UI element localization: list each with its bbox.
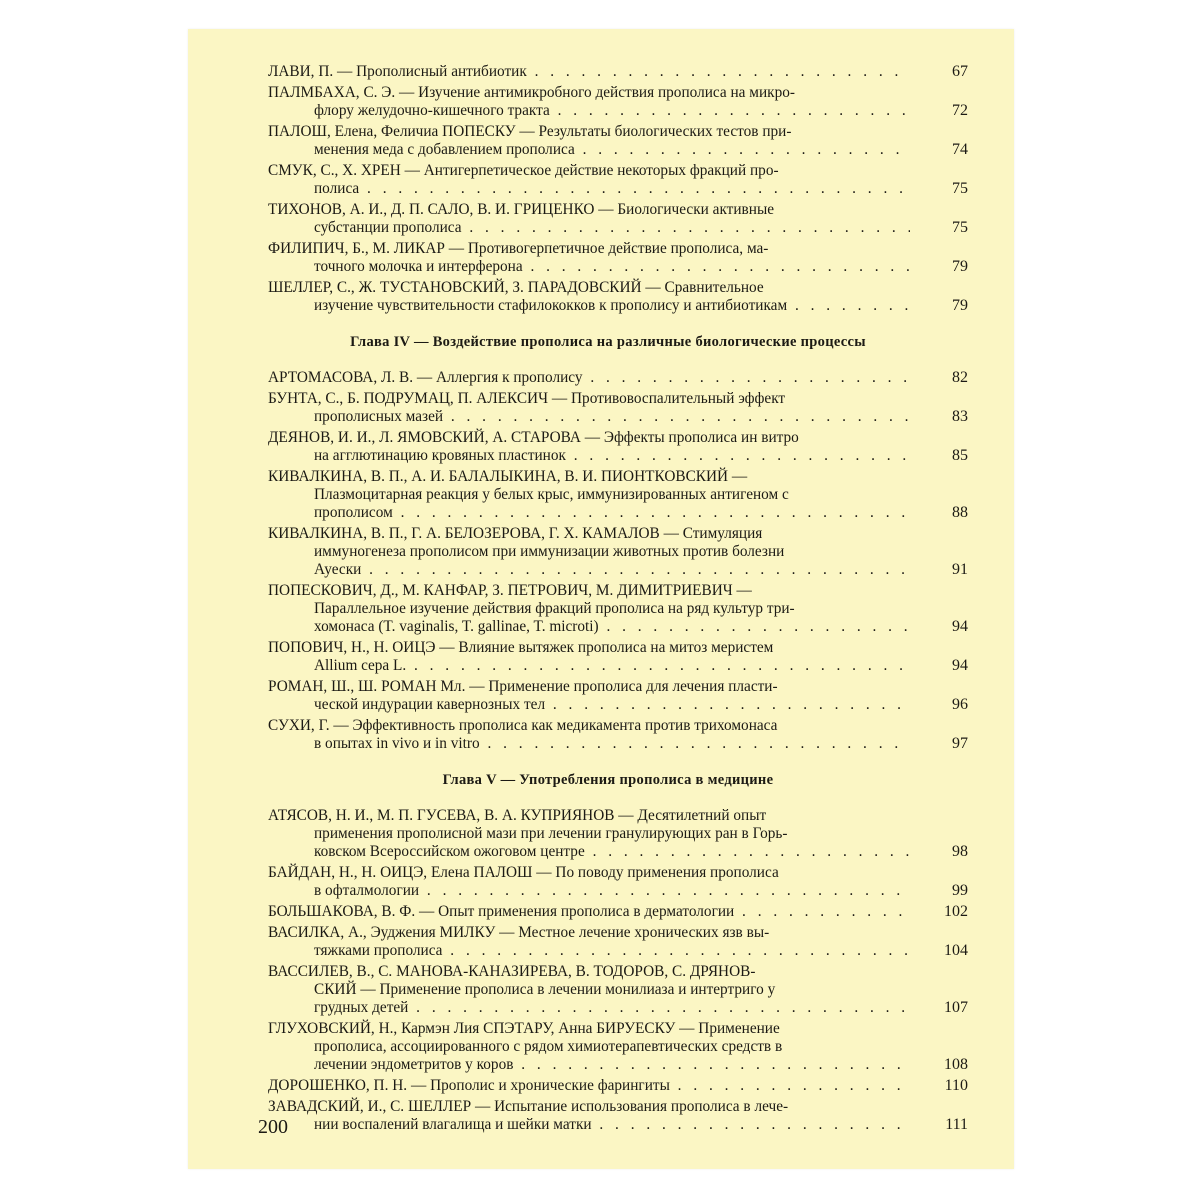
chapter-heading: Глава V — Употребления прополиса в медицине (442, 772, 774, 788)
entry-page-number: 108 (944, 1056, 968, 1073)
entry-page-number: 79 (952, 297, 968, 314)
toc-entry (268, 468, 968, 522)
entry-page-number: 82 (952, 369, 968, 386)
toc-entry (268, 429, 968, 465)
entry-continuation-line: Плазмоцитарная реакция у белых крыс, иммунизированных антигеном с (314, 486, 789, 503)
entry-title-line: ПОПОВИЧ, Н., Н. ОИЦЭ — Влияние вытяжек прополиса на митоз меристем (268, 639, 774, 656)
table-of-contents (268, 63, 968, 1137)
toc-entry (268, 582, 968, 636)
toc-entry (268, 639, 968, 675)
entry-continuation-line: Параллельное изучение действия фракций прополиса на ряд культур три- (314, 600, 795, 617)
entry-page-number: 91 (952, 561, 968, 578)
entry-title-line: КИВАЛКИНА, В. П., Г. А. БЕЛОЗЕРОВА, Г. Х. КАМАЛОВ — Стимуляция (268, 525, 763, 542)
entry-title-line: ЗАВАДСКИЙ, И., С. ШЕЛЛЕР — Испытание использования прополиса в лече- (268, 1098, 789, 1115)
toc-entry (268, 123, 968, 159)
entry-title-line: СУХИ, Г. — Эффективность прополиса как медикамента против трихомонаса (268, 717, 778, 734)
book-page (188, 29, 1014, 1169)
toc-entry (268, 63, 968, 81)
toc-entry (268, 84, 968, 120)
entry-continuation-line: применения прополисной мази при лечении гранулирующих ран в Горь- (314, 825, 788, 842)
entry-continuation-line: субстанции прополиса . . . (268, 219, 910, 237)
entry-title-line: ПАЛМБАХА, С. Э. — Изучение антимикробного действия прополиса на микро- (268, 84, 795, 101)
entry-title-line: ВАСИЛКА, А., Эуджения МИЛКУ — Местное лечение хронических язв вы- (268, 924, 770, 941)
entry-page-number: 75 (952, 219, 968, 236)
entry-continuation-line: прополисом . . . (268, 504, 910, 522)
entry-title-line: ПОПЕСКОВИЧ, Д., М. КАНФАР, З. ПЕТРОВИЧ, М. ДИМИТРИЕВИЧ — (268, 582, 752, 599)
page-number: 200 (258, 1116, 288, 1138)
entry-title-line: ГЛУХОВСКИЙ, Н., Кармэн Лия СПЭТАРУ, Анна БИРУЕСКУ — Применение (268, 1020, 780, 1037)
entry-title-line: РОМАН, Ш., Ш. РОМАН Мл. — Применение прополиса для лечения пласти- (268, 678, 778, 695)
entry-continuation-line: полиса . . . (268, 180, 910, 198)
toc-entry (268, 1077, 968, 1095)
entry-continuation-line: Ауески . . . (268, 561, 910, 579)
entry-title-line: ВАССИЛЕВ, В., С. МАНОВА-КАНАЗИРЕВА, В. ТОДОРОВ, С. ДРЯНОВ- (268, 963, 756, 980)
toc-entry (268, 279, 968, 315)
entry-title-line: БУНТА, С., Б. ПОДРУМАЦ, П. АЛЕКСИЧ — Противовоспалительный эффект (268, 390, 786, 407)
entry-page-number: 79 (952, 258, 968, 275)
entry-continuation-line: нии воспалений влагалища и шейки матки . . . (268, 1116, 910, 1134)
entry-continuation-line: ковском Всероссийском ожоговом центре . . . (268, 843, 910, 861)
entry-title-line: КИВАЛКИНА, В. П., А. И. БАЛАЛЫКИНА, В. И. ПИОНТКОВСКИЙ — (268, 468, 748, 485)
entry-title-line: ФИЛИПИЧ, Б., М. ЛИКАР — Противогерпетичное действие прополиса, ма- (268, 240, 769, 257)
entry-title-line: ПАЛОШ, Елена, Феличиа ПОПЕСКУ — Результаты биологических тестов при- (268, 123, 792, 140)
entry-continuation-line: менения меда с добавлением прополиса . . . (268, 141, 910, 159)
entry-title-line: ТИХОНОВ, А. И., Д. П. САЛО, В. И. ГРИЦЕНКО — Биологически активные (268, 201, 775, 218)
entry-title-line: ЛАВИ, П. — Прополисный антибиотик . . . (268, 63, 910, 81)
entry-page-number: 96 (952, 696, 968, 713)
toc-entry (268, 807, 968, 861)
toc-entry (268, 903, 968, 921)
entry-continuation-line: хомонаса (T. vaginalis, T. gallinae, T. microti) . . . (268, 618, 910, 636)
entry-continuation-line: Allium cepa L. . . . (268, 657, 910, 675)
toc-entry (268, 390, 968, 426)
toc-entry (268, 1098, 968, 1134)
entry-page-number: 110 (944, 1077, 968, 1094)
toc-entry (268, 963, 968, 1017)
entry-page-number: 99 (952, 882, 968, 899)
entry-title-line: ДЕЯНОВ, И. И., Л. ЯМОВСКИЙ, А. СТАРОВА — Эффекты прополиса ин витро (268, 429, 799, 446)
entry-page-number: 83 (952, 408, 968, 425)
entry-title-line: СМУК, С., Х. ХРЕН — Антигерпетическое действие некоторых фракций про- (268, 162, 779, 179)
toc-entry (268, 240, 968, 276)
entry-continuation-line: точного молочка и интерферона . . . (268, 258, 910, 276)
entry-page-number: 97 (952, 735, 968, 752)
entry-page-number: 88 (952, 504, 968, 521)
toc-entry (268, 678, 968, 714)
entry-continuation-line: изучение чувствительности стафилококков к прополису и антибиотикам . . . (268, 297, 910, 315)
entry-page-number: 111 (945, 1116, 968, 1133)
entry-page-number: 104 (944, 942, 968, 959)
toc-entry (268, 369, 968, 387)
entry-continuation-line: ческой индурации кавернозных тел . . . (268, 696, 910, 714)
chapter-heading: Глава IV — Воздействие прополиса на различные биологические процессы (350, 334, 866, 350)
entry-title-line: ШЕЛЛЕР, С., Ж. ТУСТАНОВСКИЙ, З. ПАРАДОВСКИЙ — Сравнительное (268, 279, 764, 296)
entry-continuation-line: лечении эндометритов у коров . . . (268, 1056, 910, 1074)
entry-page-number: 74 (952, 141, 968, 158)
entry-page-number: 72 (952, 102, 968, 119)
entry-continuation-line: прополисных мазей . . . (268, 408, 910, 426)
entry-continuation-line: на агглютинацию кровяных пластинок . . . (268, 447, 910, 465)
toc-entry (268, 162, 968, 198)
entry-title-line: БОЛЬШАКОВА, В. Ф. — Опыт применения прополиса в дерматологии . . . (268, 903, 910, 921)
entry-title-line: АРТОМАСОВА, Л. В. — Аллергия к прополису . . . (268, 369, 910, 387)
entry-title-line: ДОРОШЕНКО, П. Н. — Прополис и хронические фарингиты . . . (268, 1077, 910, 1095)
entry-continuation-line: в опытах in vivo и in vitro . . . (268, 735, 910, 753)
toc-entry (268, 864, 968, 900)
entry-title-line: АТЯСОВ, Н. И., М. П. ГУСЕВА, В. А. КУПРИЯНОВ — Десятилетний опыт (268, 807, 767, 824)
entry-continuation-line: иммуногенеза прополисом при иммунизации животных против болезни (314, 543, 785, 560)
toc-entry (268, 924, 968, 960)
entry-page-number: 107 (944, 999, 968, 1016)
entry-continuation-line: тяжками прополиса . . . (268, 942, 910, 960)
entry-page-number: 98 (952, 843, 968, 860)
toc-entry (268, 1020, 968, 1074)
entry-page-number: 67 (952, 63, 968, 80)
entry-continuation-line: грудных детей . . . (268, 999, 910, 1017)
toc-entry (268, 717, 968, 753)
entry-page-number: 94 (952, 618, 968, 635)
entry-page-number: 102 (944, 903, 968, 920)
toc-entry (268, 525, 968, 579)
entry-continuation-line: флору желудочно-кишечного тракта . . . (268, 102, 910, 120)
entry-page-number: 94 (952, 657, 968, 674)
entry-page-number: 85 (952, 447, 968, 464)
toc-entry (268, 201, 968, 237)
entry-title-line: БАЙДАН, Н., Н. ОИЦЭ, Елена ПАЛОШ — По поводу применения прополиса (268, 864, 779, 881)
entry-continuation-line: в офталмологии . . . (268, 882, 910, 900)
entry-continuation-line: прополиса, ассоциированного с рядом химиотерапевтических средств в (314, 1038, 783, 1055)
entry-continuation-line: СКИЙ — Применение прополиса в лечении монилиаза и интертриго у (314, 981, 776, 998)
entry-page-number: 75 (952, 180, 968, 197)
